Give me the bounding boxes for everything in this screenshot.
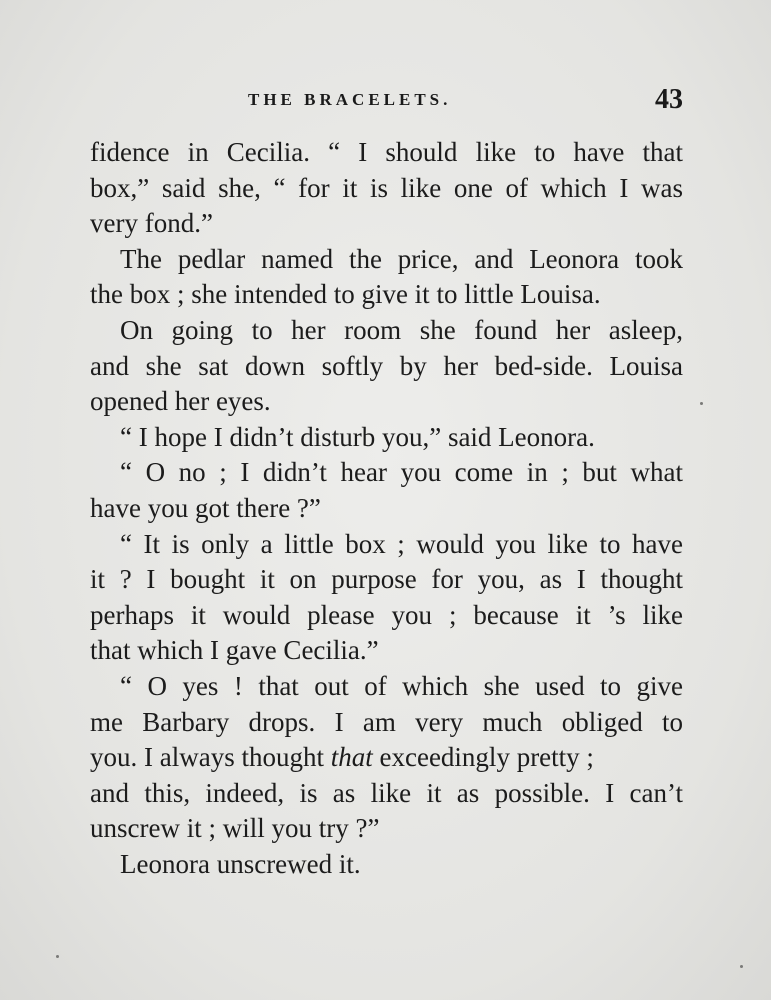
paper-speck (700, 402, 703, 405)
paper-speck (56, 955, 59, 958)
text-line: “ O no ; I didn’t hear you come in ; but what (120, 457, 683, 488)
page-number: 43 (655, 84, 683, 115)
text-line: very fond.” (90, 208, 213, 239)
text-line: “ It is only a little box ; would you like to have (120, 528, 683, 559)
text-line: have you got there ?” (90, 492, 321, 523)
text-line: fidence in Cecilia. “ I should like to have that (90, 137, 683, 167)
running-head: THE BRACELETS. (248, 90, 452, 109)
text-segment: exceedingly pretty ; (372, 742, 594, 773)
text-line: box,” said she, “ for it is like one of which I was (90, 172, 683, 203)
text-line: the box ; she intended to give it to little Louisa. (90, 279, 601, 310)
text-line: Leonora unscrewed it. (120, 848, 361, 879)
text-line: that which I gave Cecilia.” (90, 635, 379, 666)
text-line: “ O yes ! that out of which she used to give (120, 670, 683, 701)
paper-speck (740, 965, 743, 968)
text-line: and this, indeed, is as like it as possible. I can’t (90, 777, 683, 808)
text-line: it ? I bought it on purpose for you, as I thought (90, 564, 683, 595)
text-line: The pedlar named the price, and Leonora took (120, 243, 683, 274)
text-line: unscrew it ; will you try ?” (90, 813, 380, 844)
emphasis-word: that (330, 742, 373, 773)
text-line: and she sat down softly by her bed-side. Louisa (90, 350, 683, 381)
text-line: perhaps it would please you ; because it ’s like (90, 599, 683, 630)
text-segment: you. I always thought (90, 742, 331, 773)
body-text (90, 135, 683, 882)
text-line: me Barbary drops. I am very much obliged to (90, 706, 683, 737)
text-line: opened her eyes. (90, 386, 271, 417)
text-line: “ I hope I didn’t disturb you,” said Leonora. (120, 421, 595, 452)
text-line: On going to her room she found her asleep, (120, 314, 683, 345)
text-line (90, 740, 683, 776)
page-header (90, 84, 683, 118)
